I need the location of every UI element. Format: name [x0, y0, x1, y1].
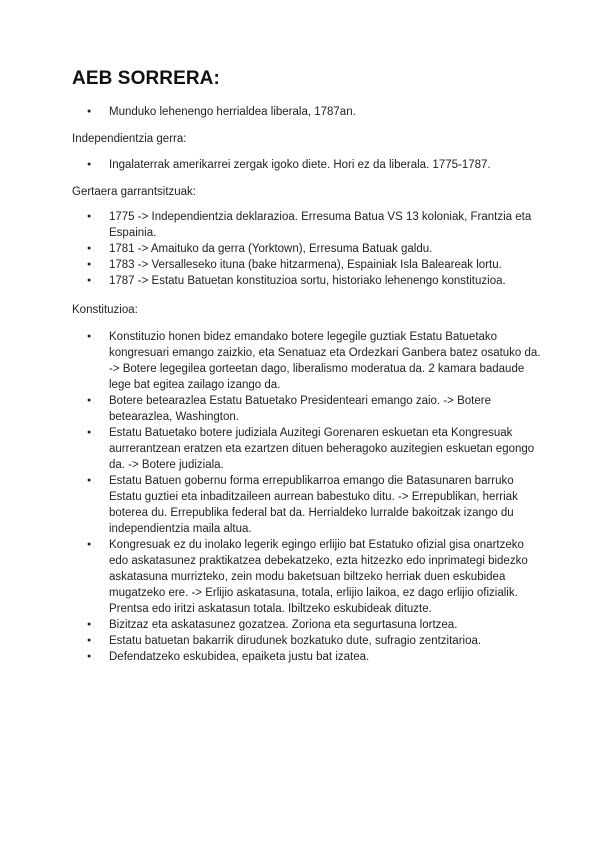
list-item: ● Estatu Batuetako botere judiziala Auzitegi Gorenaren eskuetan eta Kongresuak aurrerantzean eratzen eta ezartzen dituen beheragoko auzitegien eskuetan egongo da. -> Botere judiziala. [72, 425, 542, 473]
list-item: ● Estatu Batuen gobernu forma errepublikarroa emango die Batasunaren barruko Estatu guztiei eta inbaditzaileen aurrean babestuko ditu. -> Errepublikan, herriak boterea du. Errepublika federal bat da. Herrialdeko lurralde bakoitzak izango du independientzia maila altua. [72, 473, 542, 537]
document-page [72, 68, 542, 676]
section-heading-independence-war: Independientzia gerra: [72, 133, 187, 145]
section-heading-key-events: Gertaera garrantsitzuak: [72, 186, 197, 198]
list-item: ● Kongresuak ez du inolako legerik egingo erlijio bat Estatuko ofizial gisa onartzeko edo askatasunez praktikatzea debekatzeko, ezta hitzezko edo inprimategi bidezko askatasuna murrizteko, zein modu baketsuan biltzeko herriak duen eskubidea mugatzeko ere. -> Erlijio askatasuna, totala, erlijio laikoa, ez dago erlijio ofizialik. Prentsa edo iritzi askatasun totala. Ibiltzeko eskubideak dituzte. [72, 537, 542, 617]
list-item: ● 1787 -> Estatu Batuetan konstituzioa sortu, historiako lehenengo konstituzioa. [72, 273, 542, 289]
list-item: ● Ingalaterrak amerikarrei zergak igoko diete. Hori ez da liberala. 1775-1787. [72, 157, 542, 173]
list-item: ● Estatu batuetan bakarrik dirudunek bozkatuko dute, sufragio zentzitarioa. [72, 633, 542, 649]
page-title: AEB SORRERA: [72, 68, 220, 89]
list-item: ● Defendatzeko eskubidea, epaiketa justu bat izatea. [72, 649, 542, 665]
list-item: ● Botere betearazlea Estatu Batuetako Presidenteari emango zaio. -> Botere betearazlea, Washington. [72, 393, 542, 425]
list-item: ● 1775 -> Independientzia deklarazioa. Erresuma Batua VS 13 koloniak, Frantzia eta Espainia. [72, 209, 542, 241]
key-events-list [72, 209, 542, 289]
constitution-list [72, 329, 542, 665]
intro-list [72, 104, 542, 120]
list-item: ● Konstituzio honen bidez emandako botere legegile guztiak Estatu Batuetako kongresuari emango zaizkio, eta Senatuaz eta Ordezkari Ganbera batez osatuko da. -> Botere legegilea gorteetan dago, liberalismo moderatua da. 2 kamara badaude lege bat egitea zailago izango da. [72, 329, 542, 393]
list-item: ● 1781 -> Amaituko da gerra (Yorktown), Erresuma Batuak galdu. [72, 241, 542, 257]
list-item: ● Bizitzaz eta askatasunez gozatzea. Zoriona eta segurtasuna lortzea. [72, 617, 542, 633]
section-heading-constitution: Konstituzioa: [72, 304, 138, 316]
independence-war-list [72, 157, 542, 173]
list-item: ● Munduko lehenengo herrialdea liberala, 1787an. [72, 104, 542, 120]
list-item: ● 1783 -> Versalleseko ituna (bake hitzarmena), Espainiak Isla Baleareak lortu. [72, 257, 542, 273]
